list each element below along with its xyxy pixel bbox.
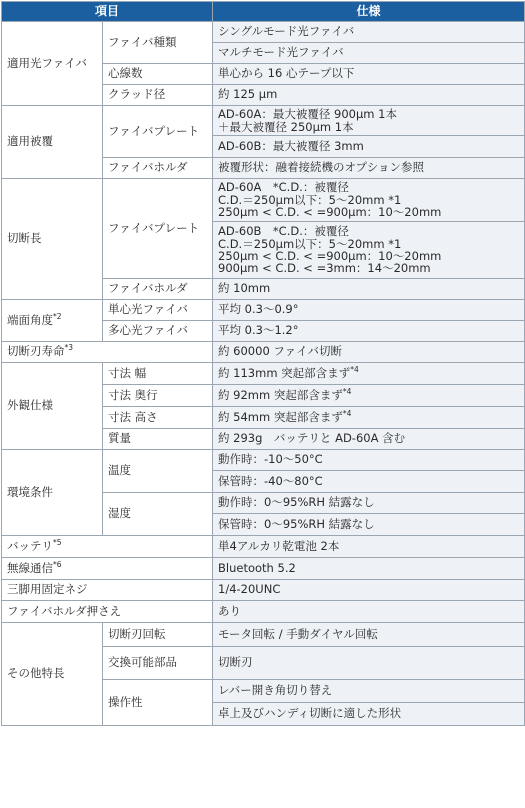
angle-single-label: 単心光ファイバ	[103, 300, 213, 321]
table-row	[2, 601, 525, 623]
coating-plate-label: ファイバプレート	[103, 106, 213, 158]
appearance-depth-label: 寸法 奥行	[103, 385, 213, 407]
header-item: 項目	[2, 2, 213, 22]
fiber-type-single: シングルモード光ファイバ	[213, 22, 525, 43]
environment-hum-op: 動作時：0～95%RH 結露なし	[213, 493, 525, 514]
cleave-plate-b-line-1: AD-60B *C.D.：被覆径	[218, 224, 349, 239]
coating-holder-label: ファイバホルダ	[103, 158, 213, 179]
fiber-clad-value: 約 125 μm	[213, 85, 525, 106]
wireless-note: *6	[53, 559, 62, 569]
wireless-label: 無線通信	[7, 560, 53, 575]
cleave-plate-b-line-2: C.D.＝250μm以下：5～20mm *1	[218, 236, 402, 251]
appearance-height-value: 約 54mm 突起部含まず	[218, 409, 343, 424]
cleave-plate-b	[213, 222, 525, 279]
appearance-depth-cell	[213, 385, 525, 407]
wireless-label-cell	[2, 558, 213, 580]
table-row	[2, 580, 525, 601]
angle-label: 端面角度	[7, 312, 53, 327]
coating-label: 適用被覆	[2, 106, 103, 179]
cleave-plate-label: ファイバプレート	[103, 179, 213, 279]
appearance-width-label: 寸法 幅	[103, 363, 213, 385]
other-ops-2: 卓上及びハンディ切断に適した形状	[213, 703, 525, 726]
other-label: その他特長	[2, 623, 103, 726]
angle-multi-value: 平均 0.3～1.2°	[213, 321, 525, 342]
table-row	[2, 179, 525, 222]
environment-temp-store: 保管時：-40～80°C	[213, 471, 525, 493]
holder-clamp-label: ファイバホルダ押さえ	[2, 601, 213, 623]
cleave-holder-value: 約 10mm	[213, 279, 525, 300]
other-ops-label: 操作性	[103, 680, 213, 726]
environment-hum-store: 保管時：0～95%RH 結露なし	[213, 514, 525, 536]
cleave-holder-label: ファイバホルダ	[103, 279, 213, 300]
appearance-height-note: *4	[342, 408, 352, 418]
other-rotation-value: モータ回転 / 手動ダイヤル回転	[213, 623, 525, 647]
cleave-label: 切断長	[2, 179, 103, 300]
appearance-height-cell	[213, 407, 525, 429]
table-header-row	[2, 2, 525, 22]
cleave-plate-a-line-1: AD-60A *C.D.：被覆径	[218, 180, 349, 195]
cleave-plate-a-line-2: C.D.＝250μm以下：5～20mm *1	[218, 192, 402, 207]
battery-value: 単4アルカリ乾電池 2本	[213, 536, 525, 558]
appearance-width-cell	[213, 363, 525, 385]
table-row	[2, 342, 525, 363]
environment-temp-label: 温度	[103, 450, 213, 493]
table-row	[2, 300, 525, 321]
angle-multi-label: 多心光ファイバ	[103, 321, 213, 342]
battery-label-cell	[2, 536, 213, 558]
holder-clamp-value: あり	[213, 601, 525, 623]
coating-plate-a	[213, 106, 525, 136]
appearance-label: 外観仕様	[2, 363, 103, 450]
table-row	[2, 536, 525, 558]
blade-life-label-cell	[2, 342, 213, 363]
environment-hum-label: 湿度	[103, 493, 213, 536]
angle-single-value: 平均 0.3～0.9°	[213, 300, 525, 321]
table-row	[2, 106, 525, 136]
battery-note: *5	[53, 537, 62, 547]
fiber-label: 適用光ファイバ	[2, 22, 103, 106]
appearance-depth-note: *4	[342, 386, 352, 396]
blade-life-note: *3	[64, 343, 74, 353]
other-parts-label: 交換可能部品	[103, 647, 213, 680]
other-parts-value: 切断刃	[213, 647, 525, 680]
environment-temp-op: 動作時：-10～50°C	[213, 450, 525, 471]
cleave-plate-b-line-4: 900μm < C.D. < =3mm：14～20mm	[218, 261, 431, 276]
fiber-cores-label: 心線数	[103, 64, 213, 85]
wireless-value: Bluetooth 5.2	[213, 558, 525, 580]
tripod-value: 1/4-20UNC	[213, 580, 525, 601]
angle-note: *2	[53, 311, 62, 321]
other-ops-1: レバー開き角切り替え	[213, 680, 525, 703]
tripod-label: 三脚用固定ネジ	[2, 580, 213, 601]
appearance-width-value: 約 113mm 突起部含まず	[218, 365, 351, 380]
coating-plate-a-line-2: ＋最大被覆径 250μm 1本	[218, 119, 354, 134]
battery-label: バッテリ	[7, 538, 53, 553]
fiber-type-multi: マルチモード光ファイバ	[213, 43, 525, 64]
cleave-plate-a-line-3: 250μm < C.D. < =900μm：10～20mm	[218, 205, 442, 220]
fiber-type-label: ファイバ種類	[103, 22, 213, 64]
blade-life-label: 切断刃寿命	[7, 344, 65, 359]
appearance-mass-value: 約 293g バッテリと AD-60A 含む	[213, 429, 525, 450]
appearance-depth-value: 約 92mm 突起部含まず	[218, 387, 343, 402]
cleave-plate-b-line-3: 250μm < C.D. < =900μm：10～20mm	[218, 249, 442, 263]
angle-label-cell	[2, 300, 103, 342]
blade-life-value: 約 60000 ファイバ切断	[213, 342, 525, 363]
coating-plate-b: AD-60B：最大被覆径 3mm	[213, 136, 525, 158]
table-row	[2, 450, 525, 471]
fiber-clad-label: クラッド径	[103, 85, 213, 106]
table-row	[2, 558, 525, 580]
table-row	[2, 363, 525, 385]
header-spec: 仕様	[213, 2, 525, 22]
table-row	[2, 22, 525, 43]
cleave-plate-a	[213, 179, 525, 222]
coating-plate-a-line-1: AD-60A：最大被覆径 900μm 1本	[218, 107, 397, 122]
spec-table	[1, 1, 525, 726]
appearance-width-note: *4	[350, 364, 359, 374]
environment-label: 環境条件	[2, 450, 103, 536]
appearance-height-label: 寸法 高さ	[103, 407, 213, 429]
coating-holder-value: 被覆形状：融着接続機のオプション参照	[213, 158, 525, 179]
table-row	[2, 623, 525, 647]
fiber-cores-value: 単心から 16 心テープ以下	[213, 64, 525, 85]
appearance-mass-label: 質量	[103, 429, 213, 450]
other-rotation-label: 切断刃回転	[103, 623, 213, 647]
